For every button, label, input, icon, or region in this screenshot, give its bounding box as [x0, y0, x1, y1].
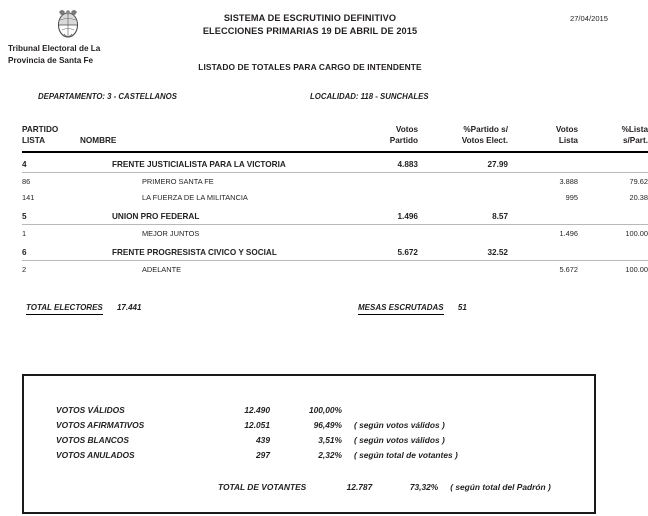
row-votos-lista [516, 241, 588, 261]
summary-note [342, 402, 458, 417]
party-row [22, 241, 648, 261]
vote-summary-body [56, 402, 458, 462]
total-votantes-label: TOTAL DE VOTANTES [218, 482, 307, 492]
th-partido-line1: PARTIDO [22, 125, 59, 134]
vote-summary-box [22, 374, 596, 514]
summary-note: ( según votos válidos ) [354, 419, 445, 430]
th-pct-partido-line1: %Partido s/ [463, 125, 508, 134]
party-row [22, 152, 648, 173]
row-nombre: LA FUERZA DE LA MILITANCIA [142, 193, 248, 202]
row-votos-partido [348, 225, 430, 242]
total-electores-value: 17.441 [116, 303, 142, 312]
row-votos-partido [348, 173, 430, 190]
row-codigo: 1 [22, 229, 27, 238]
summary-pct: 2,32% [318, 449, 342, 460]
row-pct-lista [588, 241, 648, 261]
list-row [22, 173, 648, 190]
row-pct-partido: 27.99 [430, 152, 516, 173]
row-codigo: 2 [22, 265, 27, 274]
summary-label: VOTOS BLANCOS [56, 434, 129, 445]
summary-row [56, 402, 458, 417]
coat-of-arms-icon [53, 6, 83, 40]
row-pct-partido [430, 189, 516, 205]
results-table [22, 124, 648, 277]
summary-pct: 100,00% [308, 404, 342, 415]
vote-summary-table [56, 402, 458, 462]
row-votos-lista: 1.496 [559, 229, 578, 238]
org-name-line2: Provincia de Santa Fe [8, 55, 94, 65]
party-row [22, 205, 648, 225]
row-votos-partido: 1.496 [348, 205, 430, 225]
document-header [0, 0, 620, 88]
th-pct-lista-line1: %Lista [621, 125, 648, 134]
org-name-line1: Tribunal Electoral de La [8, 44, 101, 53]
row-pct-partido: 8.57 [430, 205, 516, 225]
list-row [22, 261, 648, 278]
th-partido-lista [22, 124, 80, 152]
summary-note: ( según total de votantes ) [354, 449, 458, 460]
row-nombre: FRENTE PROGRESISTA CIVICO Y SOCIAL [80, 241, 348, 261]
totals-row [0, 303, 620, 329]
summary-pct: 3,51% [318, 434, 342, 445]
vote-summary-inner [24, 376, 594, 492]
list-row [22, 189, 648, 205]
mesas-escrutadas-group [358, 303, 467, 315]
row-codigo: 5 [22, 205, 80, 225]
row-pct-lista [588, 152, 648, 173]
total-electores-label: TOTAL ELECTORES [26, 303, 103, 315]
scope-row [0, 92, 620, 114]
total-votantes-row [218, 482, 551, 492]
row-votos-lista [516, 152, 588, 173]
row-votos-lista: 995 [565, 193, 578, 202]
row-pct-partido [430, 225, 516, 242]
summary-pct: 96,49% [313, 419, 342, 430]
mesas-escrutadas-label: MESAS ESCRUTADAS [358, 303, 444, 315]
document-subtitle: LISTADO DE TOTALES PARA CARGO DE INTENDENTE [198, 62, 422, 72]
row-pct-lista: 20.38 [629, 193, 648, 202]
row-votos-partido: 4.883 [348, 152, 430, 173]
organization-block [6, 6, 130, 66]
row-pct-partido [430, 173, 516, 190]
summary-row [56, 417, 458, 432]
row-votos-lista: 5.672 [559, 265, 578, 274]
row-nombre: UNION PRO FEDERAL [80, 205, 348, 225]
row-pct-lista: 100.00 [625, 265, 648, 274]
mesas-escrutadas-value: 51 [457, 303, 467, 312]
total-votantes-note: ( según total del Padrón ) [450, 482, 551, 492]
summary-label: VOTOS VÁLIDOS [56, 404, 125, 415]
summary-label: VOTOS ANULADOS [56, 449, 135, 460]
summary-value: 439 [256, 434, 270, 445]
results-table-head [22, 124, 648, 152]
document-title [130, 12, 490, 37]
th-votos-partido-line2: Partido [389, 136, 418, 145]
summary-label: VOTOS AFIRMATIVOS [56, 419, 145, 430]
row-votos-lista: 3.888 [559, 177, 578, 186]
row-votos-partido [348, 261, 430, 278]
total-votantes-table [218, 482, 551, 492]
row-pct-lista [588, 205, 648, 225]
th-nombre [80, 124, 348, 152]
row-votos-partido: 5.672 [348, 241, 430, 261]
summary-value: 12.490 [244, 404, 270, 415]
row-votos-partido [348, 189, 430, 205]
summary-row [56, 432, 458, 447]
total-votantes-block [56, 482, 594, 492]
departamento-label: DEPARTAMENTO: 3 - CASTELLANOS [38, 92, 177, 101]
list-row [22, 225, 648, 242]
summary-row [56, 447, 458, 462]
th-votos-partido-line1: Votos [395, 125, 418, 134]
results-table-wrapper [22, 124, 648, 277]
total-electores-group [26, 303, 141, 315]
title-line-2: ELECCIONES PRIMARIAS 19 DE ABRIL DE 2015 [202, 25, 418, 36]
row-nombre: ADELANTE [142, 265, 182, 274]
row-votos-lista [516, 205, 588, 225]
localidad-label: LOCALIDAD: 118 - SUNCHALES [310, 92, 429, 101]
row-nombre: PRIMERO SANTA FE [142, 177, 214, 186]
summary-value: 12.051 [244, 419, 270, 430]
row-nombre: FRENTE JUSTICIALISTA PARA LA VICTORIA [80, 152, 348, 173]
th-pct-partido [430, 124, 516, 152]
row-codigo: 86 [22, 177, 31, 186]
row-codigo: 6 [22, 241, 80, 261]
row-nombre: MEJOR JUNTOS [142, 229, 200, 238]
table-header-row [22, 124, 648, 152]
results-table-body [22, 152, 648, 277]
th-nombre-label: NOMBRE [80, 136, 117, 145]
row-codigo: 141 [22, 193, 35, 202]
th-votos-lista-line1: Votos [555, 125, 578, 134]
th-votos-lista-line2: Lista [558, 136, 578, 145]
row-pct-partido [430, 261, 516, 278]
title-line-1: SISTEMA DE ESCRUTINIO DEFINITIVO [223, 13, 397, 23]
th-partido-line2: LISTA [22, 136, 46, 145]
th-votos-lista [516, 124, 588, 152]
th-pct-lista [588, 124, 648, 152]
row-pct-lista: 79.62 [629, 177, 648, 186]
row-pct-lista: 100.00 [625, 229, 648, 238]
th-votos-partido [348, 124, 430, 152]
summary-note: ( según votos válidos ) [354, 434, 445, 445]
total-votantes-pct: 73,32% [409, 482, 439, 492]
document-date: 27/04/2015 [569, 14, 608, 23]
row-codigo: 4 [22, 152, 80, 173]
th-pct-lista-line2: s/Part. [622, 136, 648, 145]
th-pct-partido-line2: Votos Elect. [461, 136, 508, 145]
row-pct-partido: 32.52 [430, 241, 516, 261]
total-votantes-value: 12.787 [346, 482, 373, 492]
summary-value: 297 [256, 449, 270, 460]
